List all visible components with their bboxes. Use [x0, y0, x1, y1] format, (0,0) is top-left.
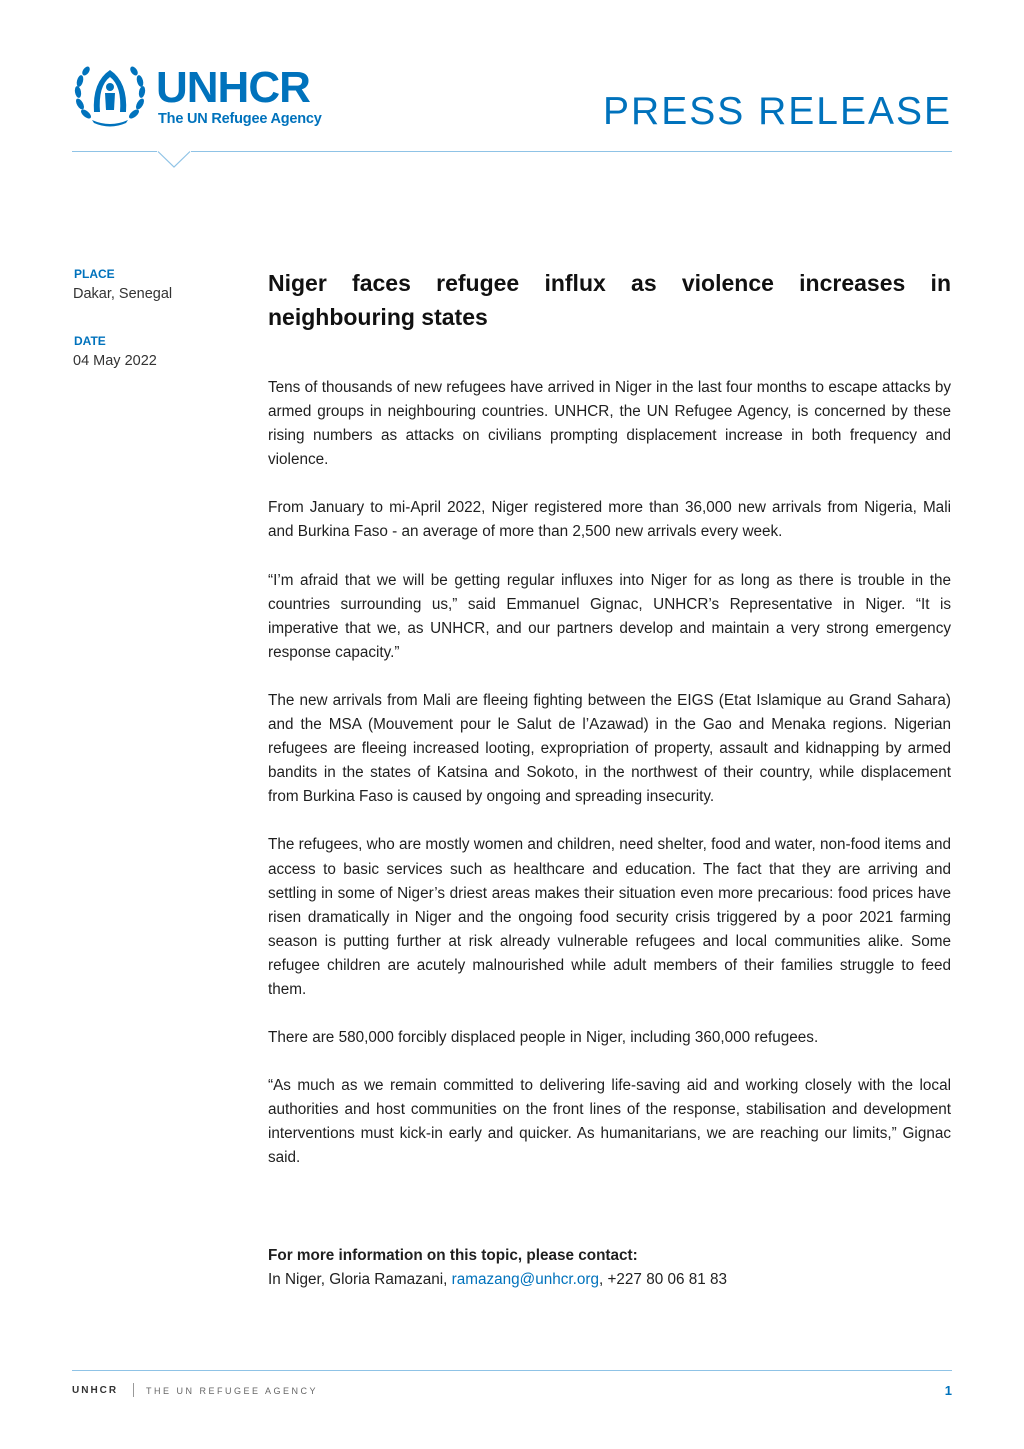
- place-label: PLACE: [74, 267, 115, 281]
- contact-line: [268, 1268, 951, 1292]
- contact-block: [268, 1244, 951, 1292]
- body-paragraph: Tens of thousands of new refugees have arrived in Niger in the last four months to escape attacks by armed groups in neighbouring countries. UNHCR, the UN Refugee Agency, is concerned by these rising numbers as attacks on civilians prompting displacement increase in both frequency and violence.: [268, 379, 951, 469]
- page-number: 1: [944, 1383, 952, 1398]
- place-value: Dakar, Senegal: [73, 286, 173, 302]
- footer-divider: [72, 1370, 952, 1371]
- contact-heading: For more information on this topic, please contact:: [268, 1247, 638, 1264]
- logo-tagline: The UN Refugee Agency: [158, 111, 322, 127]
- contact-email-link[interactable]: ramazang@unhcr.org: [451, 1271, 599, 1288]
- unhcr-logo: [72, 62, 362, 132]
- chevron-down-icon: [157, 151, 191, 169]
- footer-org: UNHCR: [72, 1385, 119, 1396]
- body-paragraph: There are 580,000 forcibly displaced people in Niger, including 360,000 refugees.: [268, 1029, 819, 1047]
- date-value: 04 May 2022: [73, 353, 157, 369]
- logo-wordmark: UNHCR: [156, 63, 310, 112]
- header-divider: [72, 151, 952, 152]
- contact-prefix: In Niger, Gloria Ramazani,: [268, 1271, 452, 1288]
- body-paragraph: “I’m afraid that we will be getting regular influxes into Niger for as long as there is trouble in the countries surrounding us,” said Emmanuel Gignac, UNHCR’s Representative in Niger. “It is imperative that we, as UNHCR, and our partners develop and maintain a very strong emergency response capacity.”: [268, 571, 951, 661]
- contact-phone: , +227 80 06 81 83: [598, 1271, 727, 1288]
- footer-agency: THE UN REFUGEE AGENCY: [146, 1386, 319, 1396]
- body-paragraph: “As much as we remain committed to delivering life-saving aid and working closely with the local authorities and host communities on the front lines of the response, stabilisation and development interventions must kick-in early and quicker. As humanitarians, we are reaching our limits,” Gignac said.: [268, 1077, 951, 1167]
- article-title: Niger faces refugee influx as violence increases in neighbouring states: [268, 270, 951, 330]
- date-label: DATE: [74, 334, 106, 348]
- body-paragraph: The refugees, who are mostly women and children, need shelter, food and water, non-food items and access to basic services such as healthcare and education. The fact that they are arriving and settling in some of Niger’s driest areas makes their situation even more precarious: food prices have risen dramatically in Niger and the ongoing food security crisis triggered by a poor 2021 farming season is putting further at risk already vulnerable refugees and local communities alike. Some refugee children are acutely malnourished while adult members of their families struggle to feed them.: [268, 836, 951, 998]
- article-body: [268, 376, 951, 1195]
- body-paragraph: The new arrivals from Mali are fleeing fighting between the EIGS (Etat Islamique au Grand Sahara) and the MSA (Mouvement pour le Salut de l’Azawad) in the Gao and Menaka regions. Nigerian refugees are fleeing increased looting, expropriation of property, assault and kidnapping by armed bandits in the states of Katsina and Sokoto, in the northwest of their country, while displacement from Burkina Faso is caused by ongoing and spreading insecurity.: [268, 691, 951, 806]
- unhcr-emblem-icon: [72, 62, 148, 128]
- footer-separator: [133, 1383, 134, 1397]
- body-paragraph: From January to mi-April 2022, Niger registered more than 36,000 new arrivals from Nigeria, Mali and Burkina Faso - an average of more than 2,500 new arrivals every week.: [268, 499, 951, 541]
- document-type-heading: PRESS RELEASE: [603, 90, 952, 133]
